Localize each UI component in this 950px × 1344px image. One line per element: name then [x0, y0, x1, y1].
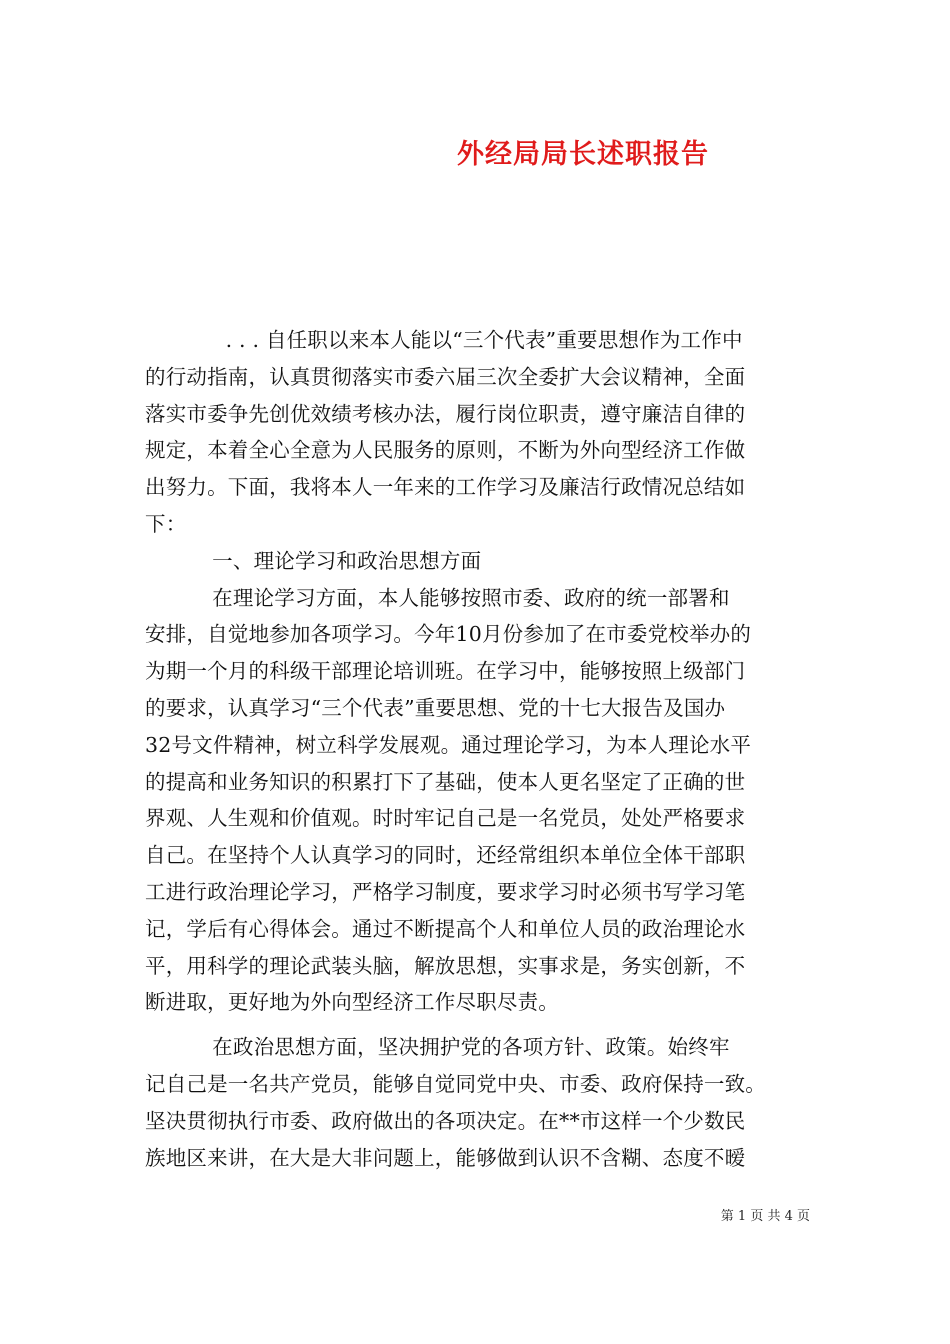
- body-line: 断进取，更好地为外向型经济工作尽职尽责。: [145, 990, 559, 1015]
- page-number: 第 1 页 共 4 页: [720, 1209, 810, 1224]
- document-body: [145, 322, 810, 1176]
- body-line: 落实市委争先创优效绩考核办法，履行岗位职责，遵守廉洁自律的: [145, 401, 746, 426]
- paragraph-gap: [145, 1021, 810, 1029]
- body-line: 为期一个月的科级干部理论培训班。在学习中，能够按照上级部门: [145, 659, 746, 684]
- body-line: 出努力。下面，我将本人一年来的工作学习及廉洁行政情况总结如: [145, 475, 746, 500]
- body-line: 的要求，认真学习“三个代表”重要思想、党的十七大报告及国办: [145, 695, 726, 720]
- body-line: 族地区来讲，在大是大非问题上，能够做到认识不含糊、态度不暧: [145, 1145, 746, 1170]
- body-line: 的行动指南，认真贯彻落实市委六届三次全委扩大会议精神，全面: [145, 364, 746, 389]
- body-line: 记自己是一名共产党员，能够自觉同党中央、市委、政府保持一致。: [145, 1071, 766, 1096]
- body-line: 在理论学习方面，本人能够按照市委、政府的统一部署和: [145, 585, 730, 610]
- document-title: 外经局局长述职报告: [457, 139, 709, 170]
- body-line: 的提高和业务知识的积累打下了基础，使本人更名坚定了正确的世: [145, 769, 746, 794]
- body-line: 工进行政治理论学习，严格学习制度，要求学习时必须书写学习笔: [145, 879, 746, 904]
- body-line: 自己。在坚持个人认真学习的同时，还经常组织本单位全体干部职: [145, 843, 746, 868]
- body-line: 坚决贯彻执行市委、政府做出的各项决定。在**市这样一个少数民: [145, 1108, 746, 1133]
- body-line: 安排，自觉地参加各项学习。今年10月份参加了在市委党校举办的: [145, 622, 752, 647]
- body-line: . . . 自任职以来本人能以“三个代表”重要思想作为工作中: [145, 328, 743, 352]
- section-heading: 一、理论学习和政治思想方面: [145, 548, 482, 573]
- body-line: 规定，本着全心全意为人民服务的原则，不断为外向型经济工作做: [145, 438, 746, 463]
- body-line: 在政治思想方面，坚决拥护党的各项方针、政策。始终牢: [145, 1035, 730, 1060]
- body-line: 下：: [145, 511, 187, 536]
- body-line: 平，用科学的理论武装头脑，解放思想，实事求是，务实创新，不: [145, 953, 746, 978]
- body-line: 界观、人生观和价值观。时时牢记自己是一名党员，处处严格要求: [145, 806, 746, 831]
- body-line: 32号文件精神，树立科学发展观。通过理论学习，为本人理论水平: [145, 732, 752, 757]
- body-line: 记，学后有心得体会。通过不断提高个人和单位人员的政治理论水: [145, 916, 746, 941]
